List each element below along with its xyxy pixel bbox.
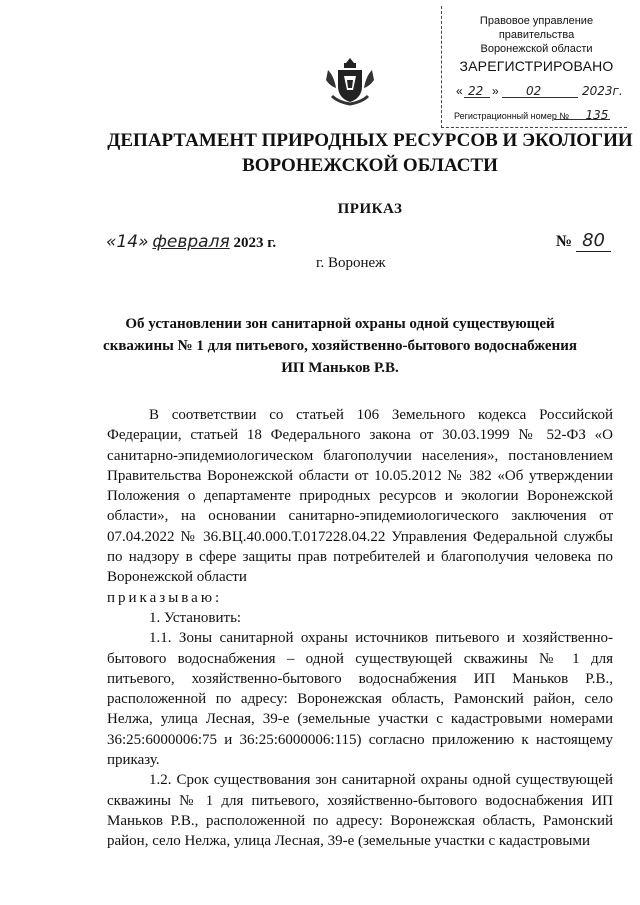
registration-stamp [441, 6, 627, 128]
date-year: 2023 г. [233, 235, 277, 251]
item-1-2: 1.2. Срок существования зон санитарной охраны одной существующей скважины № 1 для питьевого, хозяйственно-бытового водоснабжения ИП Маньков Р.В., расположенной по адресу: Воронежская область, Рамонский район, село Нелжа, улица Лесная, 39-е (земельные участки с кадастровыми [107, 772, 613, 850]
number-value: 80 [576, 230, 611, 252]
date-day: «14» [106, 232, 149, 252]
stamp-regnum-value: 135 [585, 108, 609, 122]
stamp-org-line2: Воронежской области [480, 43, 593, 55]
department-title: ДЕПАРТАМЕНТ ПРИРОДНЫХ РЕСУРСОВ И ЭКОЛОГИИ [107, 130, 633, 151]
stamp-date: « 22 » 02 2023г. [456, 84, 623, 98]
number-label: № [556, 233, 573, 250]
city: г. Воронеж [316, 255, 386, 271]
stamp-organization [450, 14, 623, 56]
subject-line2: скважины № 1 для питьевого, хозяйственно-бытового водоснабжения [103, 338, 577, 354]
order-number [556, 230, 611, 251]
subject-line1: Об установлении зон санитарной охраны одной существующей [125, 316, 555, 332]
stamp-org-line1: Правовое управление правительства [479, 15, 594, 41]
order-body [107, 405, 613, 852]
date-month: февраля [152, 232, 230, 252]
stamp-registered: ЗАРЕГИСТРИРОВАНО [459, 58, 614, 74]
preamble-paragraph: В соответствии со статьей 106 Земельного кодекса Российской Федерации, статьей 18 Федерального закона от 30.03.1999 № 52-ФЗ «О санитарно-эпидемиологическом благополучии населения», постановлением Правительства Воронежской области от 10.05.2012 № 382 «Об утверждении Положения о департаменте природных ресурсов и экологии Воронежской области», на основании санитарно-эпидемиологического заключения от 07.04.2022 № 36.ВЦ.40.000.Т.017228.04.22 Управления Федеральной службы по надзору в сфере защиты прав потребителей и благополучия человека по Воронежской области [107, 407, 613, 586]
stamp-month: 02 [526, 84, 542, 98]
order-date [106, 232, 276, 252]
order-subject [60, 313, 620, 379]
stamp-regnum-label: Регистрационный номер № [454, 111, 570, 121]
orders-line: приказываю: [107, 589, 223, 606]
stamp-year: 2023г. [582, 84, 623, 98]
stamp-day: 22 [468, 84, 484, 98]
document-type: ПРИКАЗ [337, 201, 403, 217]
item-1-1: 1.1. Зоны санитарной охраны источников питьевого и хозяйственно-бытового водоснабжения – одной существующей скважины № 1 для питьевого, хозяйственно-бытового водоснабжения ИП Маньков Р.В., расположенной по адресу: Воронежская область, Рамонский район, село Нелжа, улица Лесная, 39-е (земельные участки с кадастровыми номерами 36:25:6000006:75 и 36:25:6000006:115) согласно приложению к настоящему приказу. [107, 630, 613, 769]
subject-line3: ИП Маньков Р.В. [281, 360, 399, 376]
item-1: 1. Установить: [149, 609, 242, 626]
department-region: ВОРОНЕЖСКОЙ ОБЛАСТИ [242, 155, 498, 176]
coat-of-arms-icon [324, 56, 376, 108]
